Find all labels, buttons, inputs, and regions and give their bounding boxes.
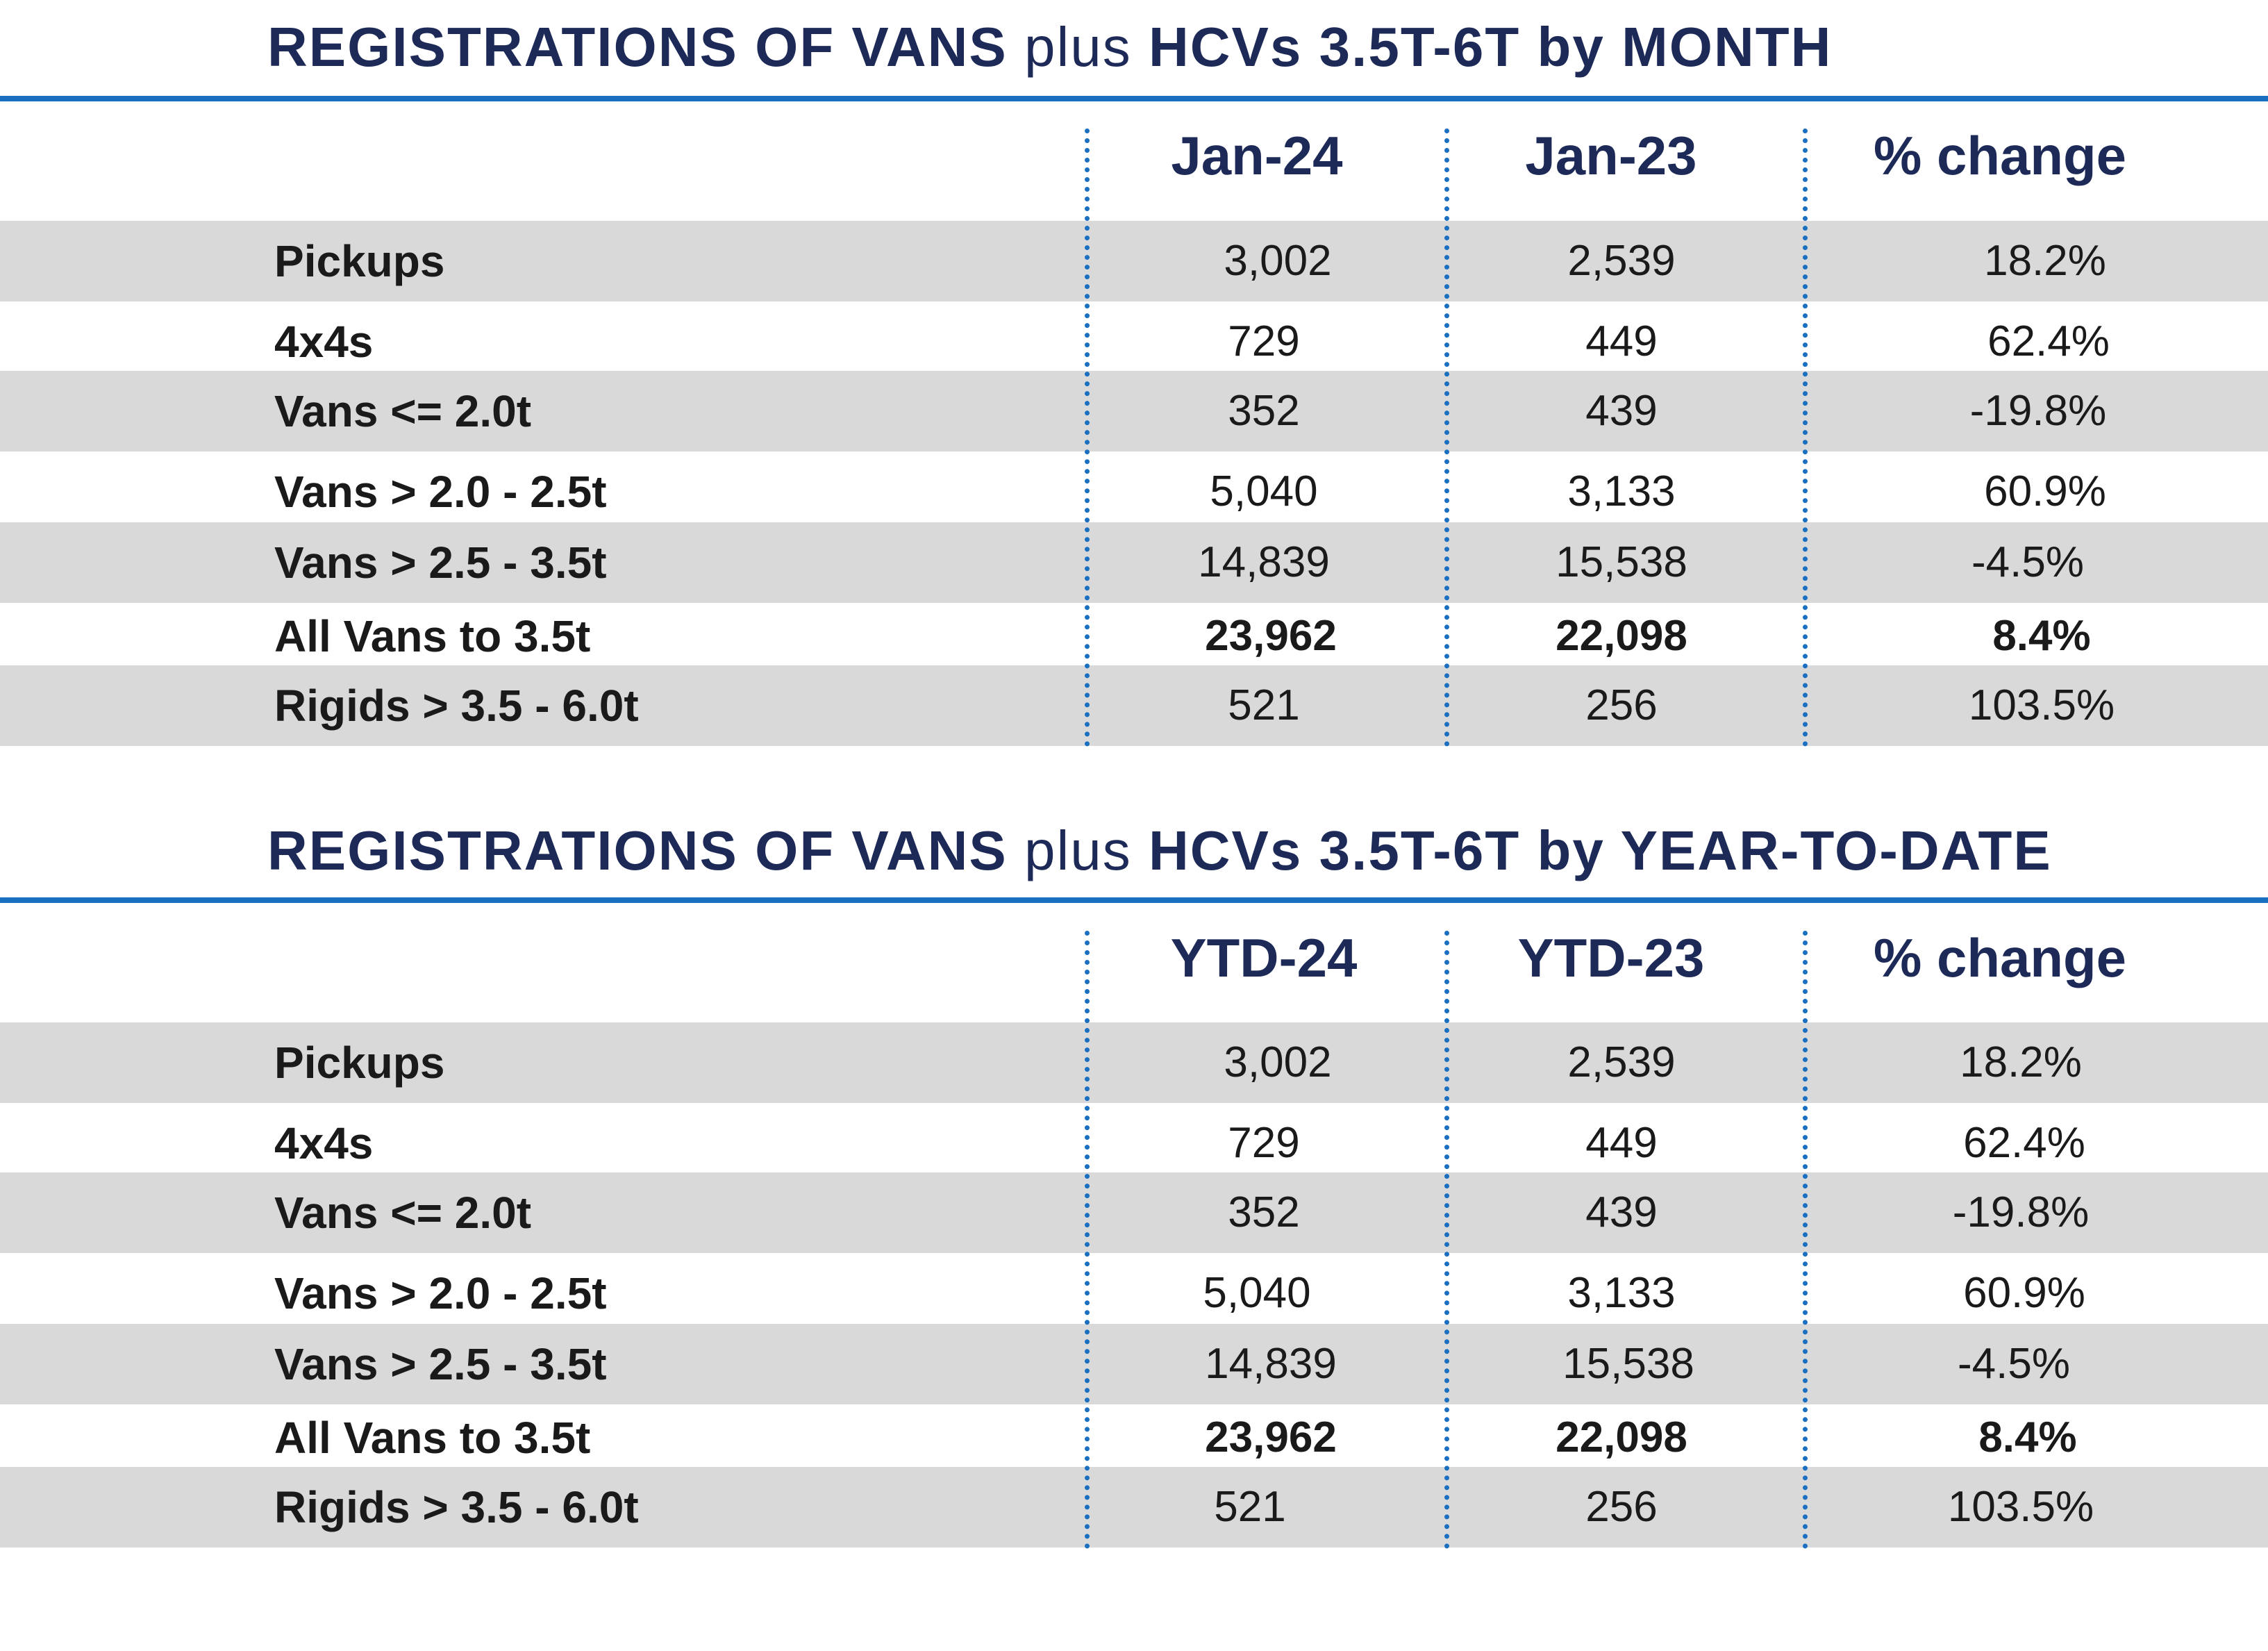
cell-value: -19.8% xyxy=(1969,387,2107,435)
cell-value: 14,839 xyxy=(1205,1340,1337,1388)
row-label: 4x4s xyxy=(274,317,374,367)
table-row xyxy=(0,1172,2268,1253)
cell-value: 439 xyxy=(1585,387,1658,435)
table-row xyxy=(0,371,2268,451)
row-label: All Vans to 3.5t xyxy=(274,611,591,661)
cell-value: 18.2% xyxy=(1960,1038,2082,1086)
cell-value: 449 xyxy=(1585,317,1658,365)
cell-value: 103.5% xyxy=(1947,1483,2094,1531)
title-part2: HCVs 3.5T-6T by MONTH xyxy=(1148,16,1833,78)
column-divider xyxy=(1085,128,1090,747)
table-row xyxy=(0,1324,2268,1404)
row-label: Vans > 2.5 - 3.5t xyxy=(274,1339,607,1389)
title-part1: REGISTRATIONS OF VANS xyxy=(267,16,1008,78)
cell-value: 8.4% xyxy=(1992,612,2091,660)
row-label: Vans <= 2.0t xyxy=(274,386,532,436)
cell-value: -4.5% xyxy=(1971,538,2084,586)
column-divider xyxy=(1803,931,1808,1549)
cell-value: 3,133 xyxy=(1567,1269,1676,1317)
cell-value: 23,962 xyxy=(1205,612,1337,660)
table-row xyxy=(0,665,2268,746)
cell-value: 62.4% xyxy=(1963,1119,2085,1167)
title-rule xyxy=(0,897,2268,903)
title-plus: plus xyxy=(1024,820,1132,881)
row-label: Vans > 2.5 - 3.5t xyxy=(274,538,607,588)
ytd-table xyxy=(0,799,2268,1570)
title-rule xyxy=(0,96,2268,101)
cell-value: 3,002 xyxy=(1224,1038,1332,1086)
table-row xyxy=(0,301,2268,382)
column-header: YTD-24 xyxy=(1170,927,1358,988)
cell-value: 521 xyxy=(1214,1483,1286,1531)
table-row xyxy=(0,1467,2268,1548)
title-part2: HCVs 3.5T-6T by YEAR-TO-DATE xyxy=(1148,820,2052,881)
cell-value: 352 xyxy=(1228,1188,1300,1236)
column-header: % change xyxy=(1873,927,2127,988)
cell-value: 60.9% xyxy=(1963,1269,2085,1317)
row-label: Vans > 2.0 - 2.5t xyxy=(274,467,607,517)
cell-value: 8.4% xyxy=(1978,1413,2077,1461)
cell-value: 22,098 xyxy=(1556,612,1687,660)
cell-value: 103.5% xyxy=(1968,681,2115,729)
column-divider xyxy=(1444,128,1449,747)
row-label: 4x4s xyxy=(274,1118,374,1168)
cell-value: 62.4% xyxy=(1987,317,2110,365)
table-row xyxy=(0,451,2268,532)
row-label: Vans > 2.0 - 2.5t xyxy=(274,1268,607,1318)
column-header: Jan-24 xyxy=(1171,125,1343,186)
cell-value: 23,962 xyxy=(1205,1413,1337,1461)
table-row xyxy=(0,1103,2268,1184)
table-title xyxy=(267,820,2052,881)
column-divider xyxy=(1085,931,1090,1549)
column-header: YTD-23 xyxy=(1517,927,1705,988)
table-row xyxy=(0,221,2268,301)
cell-value: -19.8% xyxy=(1952,1188,2090,1236)
cell-value: 15,538 xyxy=(1562,1340,1694,1388)
cell-value: 256 xyxy=(1585,1483,1658,1531)
table-row-total xyxy=(0,1397,2268,1478)
cell-value: 521 xyxy=(1228,681,1300,729)
table-row xyxy=(0,522,2268,603)
cell-value: 3,002 xyxy=(1224,237,1332,285)
monthly-table xyxy=(0,0,2268,757)
row-label: Vans <= 2.0t xyxy=(274,1188,532,1238)
cell-value: 2,539 xyxy=(1567,1038,1676,1086)
cell-value: 439 xyxy=(1585,1188,1658,1236)
cell-value: 2,539 xyxy=(1567,237,1676,285)
cell-value: 729 xyxy=(1228,317,1300,365)
column-header: % change xyxy=(1873,125,2127,186)
table-row xyxy=(0,1022,2268,1103)
cell-value: 256 xyxy=(1585,681,1658,729)
cell-value: 14,839 xyxy=(1198,538,1330,586)
row-label: Pickups xyxy=(274,236,445,286)
table-row-total xyxy=(0,596,2268,677)
row-label: Rigids > 3.5 - 6.0t xyxy=(274,681,639,731)
title-plus: plus xyxy=(1024,16,1132,78)
row-label: Pickups xyxy=(274,1038,445,1088)
column-divider xyxy=(1444,931,1449,1549)
cell-value: 60.9% xyxy=(1984,467,2106,515)
cell-value: 22,098 xyxy=(1556,1413,1687,1461)
cell-value: 15,538 xyxy=(1556,538,1687,586)
row-label: All Vans to 3.5t xyxy=(274,1413,591,1463)
row-label: Rigids > 3.5 - 6.0t xyxy=(274,1482,639,1532)
title-part1: REGISTRATIONS OF VANS xyxy=(267,820,1008,881)
cell-value: 5,040 xyxy=(1203,1269,1311,1317)
cell-value: 729 xyxy=(1228,1119,1300,1167)
column-header: Jan-23 xyxy=(1525,125,1697,186)
table-row xyxy=(0,1253,2268,1334)
cell-value: 449 xyxy=(1585,1119,1658,1167)
cell-value: 3,133 xyxy=(1567,467,1676,515)
cell-value: 18.2% xyxy=(1984,237,2106,285)
column-divider xyxy=(1803,128,1808,747)
cell-value: 5,040 xyxy=(1210,467,1318,515)
cell-value: 352 xyxy=(1228,387,1300,435)
cell-value: -4.5% xyxy=(1958,1340,2070,1388)
table-title xyxy=(267,16,1833,78)
